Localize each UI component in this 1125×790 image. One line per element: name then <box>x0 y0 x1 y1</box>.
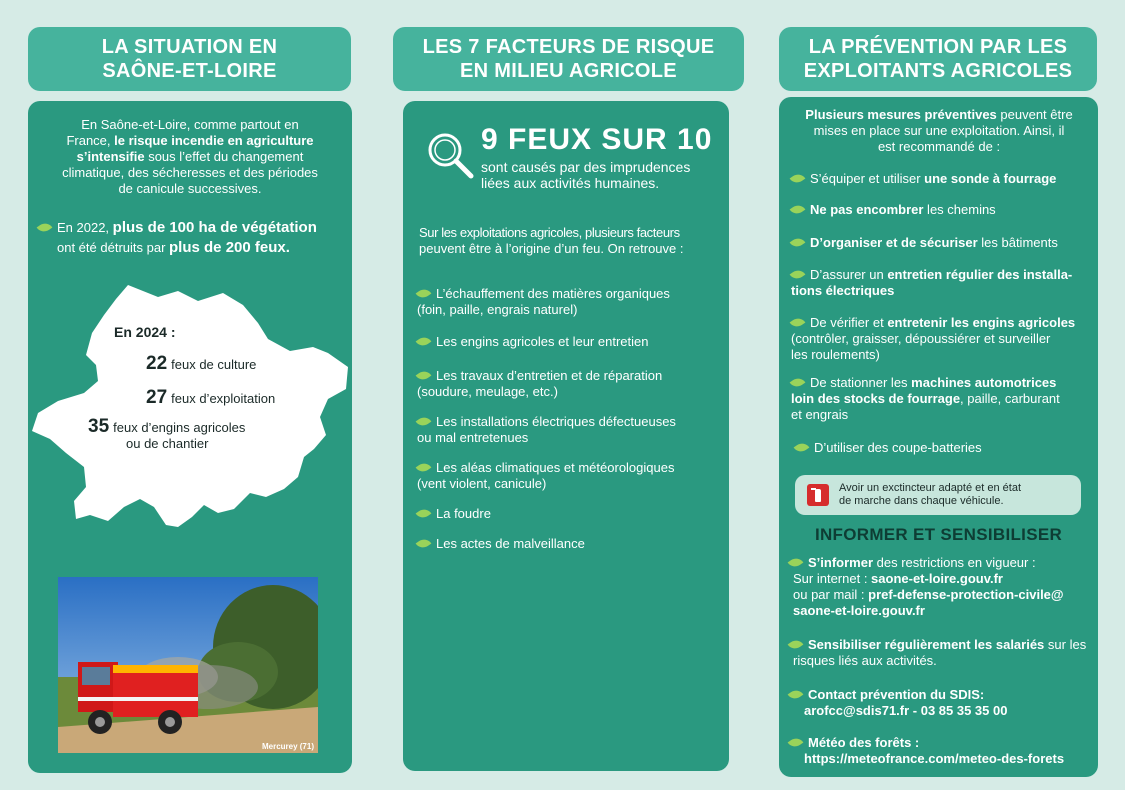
photo-caption: Mercurey (71) <box>261 742 314 751</box>
extinguisher-icon <box>807 484 829 506</box>
leaf-icon <box>790 315 806 330</box>
list-item: D’organiser et de sécuriser les bâtiments <box>791 235 1058 251</box>
panel-situation <box>28 101 352 773</box>
list-item: De vérifier et entretenir les engins agricoles (contrôler, graisser, dépoussiérer et surveiller les roulements) <box>791 315 1076 362</box>
stat-2022: En 2022, plus de 100 ha de végétation ont été détruits par plus de 200 feux. <box>38 218 348 258</box>
list-item: Les actes de malveillance <box>417 536 585 552</box>
leaf-icon <box>416 460 432 475</box>
extincteur-note: Avoir un exctincteur adapté et en état de marche dans chaque véhicule. <box>795 475 1081 515</box>
list-item: Les engins agricoles et leur entretien <box>417 334 648 350</box>
header-line: LES 7 FACTEURS DE RISQUE <box>422 36 715 58</box>
list-item: Météo des forêts : https://meteofrance.com/meteo-des-forets <box>789 735 1064 767</box>
list-item: Les installations électriques défectueuses ou mal entretenues <box>417 414 676 445</box>
leaf-icon <box>416 286 432 301</box>
leaf-icon <box>416 334 432 349</box>
magnifier-icon <box>425 130 475 180</box>
header-line: SAÔNE-ET-LOIRE <box>102 60 277 82</box>
header-situation <box>28 27 351 91</box>
list-item: Contact prévention du SDIS: arofcc@sdis71.fr - 03 85 35 35 00 <box>789 687 1007 719</box>
leaf-icon <box>37 220 53 235</box>
list-item: Les travaux d’entretien et de réparation (soudure, meulage, etc.) <box>417 368 663 399</box>
leaf-icon <box>416 368 432 383</box>
list-item: De stationner les machines automotrices loin des stocks de fourrage, paille, carburant et engrais <box>791 375 1060 422</box>
leaf-icon <box>788 687 804 702</box>
inform-title: INFORMER ET SENSIBILISER <box>814 525 1063 544</box>
headline-sub: sont causés par des imprudences liées aux activités humaines. <box>481 159 691 191</box>
fire-truck-photo <box>58 577 318 753</box>
leaf-icon <box>788 555 804 570</box>
list-item: D’assurer un entretien régulier des installa- tions électriques <box>791 267 1073 298</box>
header-line: LA PRÉVENTION PAR LES <box>808 36 1068 58</box>
list-item: S’équiper et utiliser une sonde à fourrage <box>791 171 1056 187</box>
leaf-icon <box>416 506 432 521</box>
list-item: Sensibiliser régulièrement les salariés sur les risques liés aux activités. <box>789 637 1086 669</box>
stat-culture: 22 feux de culture <box>146 353 257 374</box>
header-line: EXPLOITANTS AGRICOLES <box>803 60 1073 82</box>
leaf-icon <box>790 235 806 250</box>
list-item: Les aléas climatiques et météorologiques (vent violent, canicule) <box>417 460 675 491</box>
header-facteurs <box>393 27 744 91</box>
list-item: Ne pas encombrer les chemins <box>791 202 996 218</box>
panel-facteurs <box>403 101 729 771</box>
situation-intro: En Saône-et-Loire, comme partout en France, le risque incendie en agriculture s’intensifie sous l’effet du changement climatique, des sécheresses et des périodes de canicule successives. <box>62 117 318 196</box>
list-item: S’informer des restrictions en vigueur : Sur internet : saone-et-loire.gouv.fr ou par mail : pref-defense-protection-civile@ saone-et-loire.gouv.fr <box>789 555 1064 619</box>
list-item: L’échauffement des matières organiques (foin, paille, engrais naturel) <box>417 286 670 317</box>
leaf-icon <box>788 735 804 750</box>
stat-exploitation: 27 feux d’exploitation <box>146 387 276 408</box>
saone-et-loire-map <box>28 281 352 541</box>
list-item: La foudre <box>417 506 491 522</box>
panel-prevention <box>779 97 1098 777</box>
prevention-intro: Plusieurs mesures préventives peuvent être mises en place sur une exploitation. Ainsi, il est recommandé de : <box>805 107 1073 154</box>
leaf-icon <box>794 440 810 455</box>
leaf-icon <box>788 637 804 652</box>
header-prevention <box>779 27 1097 91</box>
leaf-icon <box>416 536 432 551</box>
header-line: LA SITUATION EN <box>101 36 278 58</box>
stat-engins: 35 feux d’engins agricoles ou de chantier <box>88 416 246 451</box>
leaf-icon <box>790 202 806 217</box>
leaf-icon <box>790 375 806 390</box>
header-line: EN MILIEU AGRICOLE <box>460 60 677 82</box>
leaf-icon <box>790 267 806 282</box>
list-item: D’utiliser des coupe-batteries <box>795 440 982 456</box>
leaf-icon <box>416 414 432 429</box>
leaf-icon <box>790 171 806 186</box>
map-year: En 2024 : <box>114 324 176 340</box>
headline: 9 FEUX SUR 10 <box>481 123 713 156</box>
factors-intro: Sur les exploitations agricoles, plusieurs facteurs peuvent être à l’origine d’un feu. On retrouve : <box>419 225 684 256</box>
